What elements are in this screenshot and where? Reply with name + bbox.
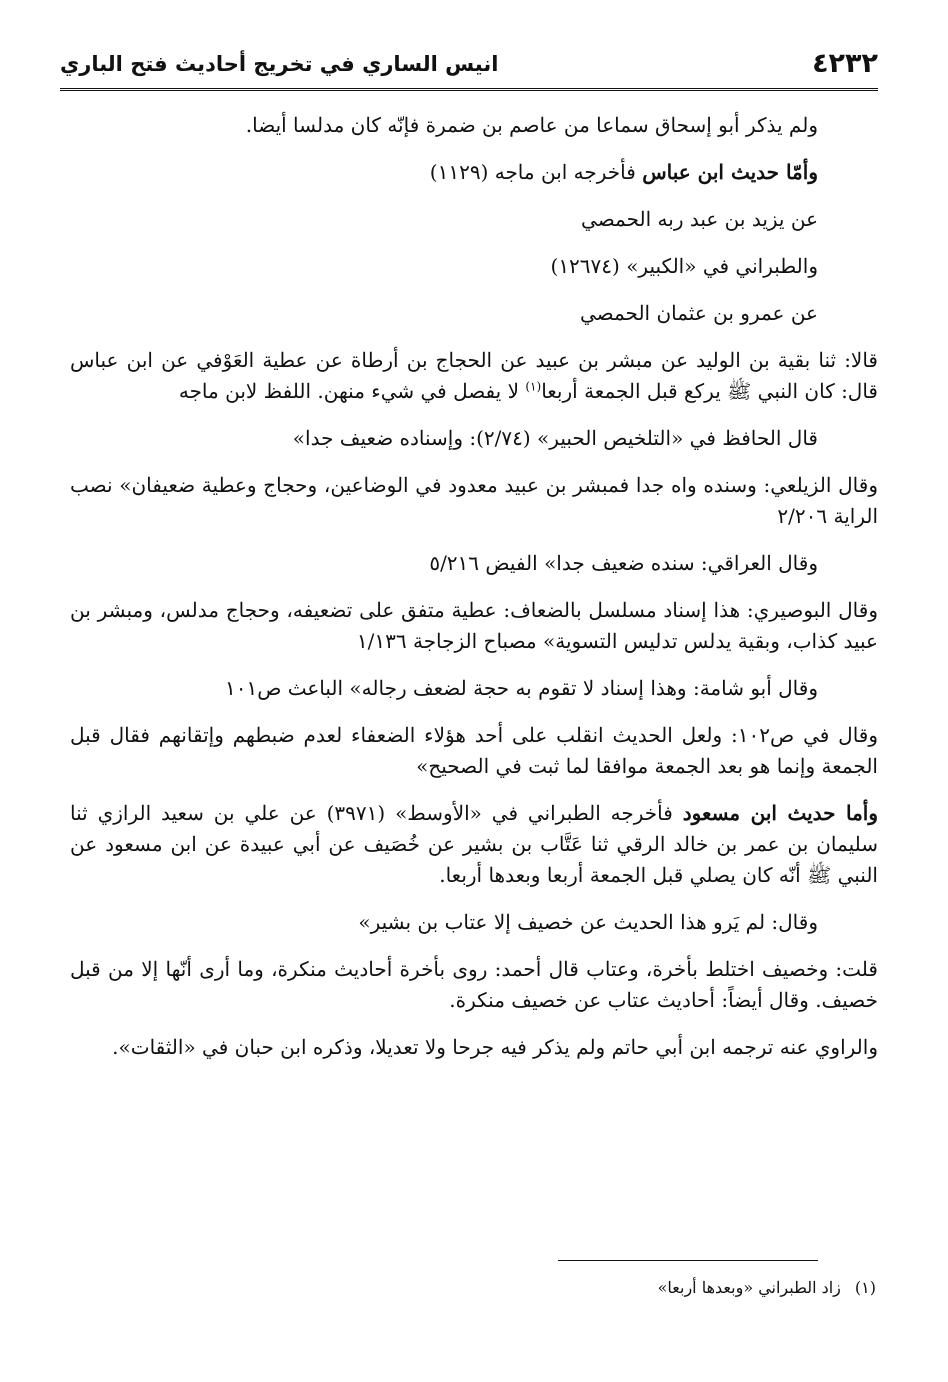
paragraph-4: والطبراني في «الكبير» (١٢٦٧٤) (550, 254, 818, 278)
paragraph-14: وقال: لم يَرو هذا الحديث عن خصيف إلا عتاب بن بشير» (358, 910, 818, 934)
paragraph-15: قلت: وخصيف اختلط بأخرة، وعتاب قال أحمد: روى بأخرة أحاديث منكرة، وما أرى أنّها إلا من قبل خصيف. وقال أيضاً: أحاديث عتاب عن خصيف منكرة. (70, 957, 878, 1012)
header-divider (60, 88, 878, 91)
paragraph-16: والراوي عنه ترجمه ابن أبي حاتم ولم يذكر فيه جرحا ولا تعديلا، وذكره ابن حبان في «الثقات». (112, 1035, 878, 1059)
paragraph-5: عن عمرو بن عثمان الحمصي (579, 301, 818, 325)
page-number: ٤٢٣٢ (812, 48, 878, 79)
main-text (70, 110, 879, 1079)
paragraph-12: وقال في ص١٠٢: ولعل الحديث انقلب على أحد هؤلاء الضعفاء لعدم ضبطهم وإتقانهم فقال قبل الجمعة وإنما هو بعد الجمعة موافقا لما ثبت في الصحيح» (70, 723, 879, 778)
paragraph-6: قالا: ثنا بقية بن الوليد عن مبشر بن عبيد عن الحجاج بن أرطاة عن عطية العَوْفي عن ابن عباس قال: كان النبي ﷺ يركع قبل الجمعة أربعا$^{(١)}$ لا يفصل في شيء منهن. اللفظ لابن ماجه (70, 348, 878, 403)
book-title: انيس الساري في تخريج أحاديث فتح الباري (60, 52, 499, 76)
paragraph-9: وقال العراقي: سنده ضعيف جدا» الفيض ٥/٢١٦ (429, 551, 818, 575)
footnote-divider (558, 1260, 818, 1261)
paragraph-1: ولم يذكر أبو إسحاق سماعا من عاصم بن ضمرة فإنّه كان مدلسا أيضا. (245, 113, 818, 137)
footnote-ref: (١) (525, 379, 542, 394)
section-heading: وأمّا حديث ابن عباس (642, 160, 818, 184)
paragraph-10: وقال البوصيري: هذا إسناد مسلسل بالضعاف: عطية متفق على تضعيفه، وحجاج مدلس، ومبشر بن عبيد كذاب، وبقية يدلس تدليس التسوية» مصباح الزجاجة ١/١٣٦ (70, 598, 878, 653)
paragraph-11: وقال أبو شامة: وهذا إسناد لا تقوم به حجة لضعف رجاله» الباعث ص١٠١ (224, 676, 818, 700)
paragraph-13: وأما حديث ابن مسعود فأخرجه الطبراني في «الأوسط» (٣٩٧١) عن علي بن سعيد الرازي ثنا سليمان بن عمر بن خالد الرقي ثنا عَتَّاب بن بشير عن خُصَيف عن أبي عبيدة عن ابن مسعود عن النبي ﷺ أنّه كان يصلي قبل الجمعة أربعا وبعدها أربعا. (70, 801, 879, 887)
footnote-text: زاد الطبراني «وبعدها أربعا» (657, 1278, 841, 1297)
page-header (60, 48, 878, 88)
section-heading: وأما حديث ابن مسعود (682, 801, 879, 825)
paragraph-8: وقال الزيلعي: وسنده واه جدا فمبشر بن عبيد معدود في الوضاعين، وحجاج وعطية ضعيفان» نصب الراية ٢/٢٠٦ (70, 473, 878, 528)
footnote (116, 1275, 876, 1301)
paragraph-7: قال الحافظ في «التلخيص الحبير» (٢/٧٤): وإسناده ضعيف جدا» (292, 426, 818, 450)
paragraph-2: وأمّا حديث ابن عباس فأخرجه ابن ماجه (١١٢٩) (429, 160, 818, 184)
paragraph-3: عن يزيد بن عبد ربه الحمصي (581, 207, 818, 231)
footnote-number: (١) (854, 1278, 876, 1297)
